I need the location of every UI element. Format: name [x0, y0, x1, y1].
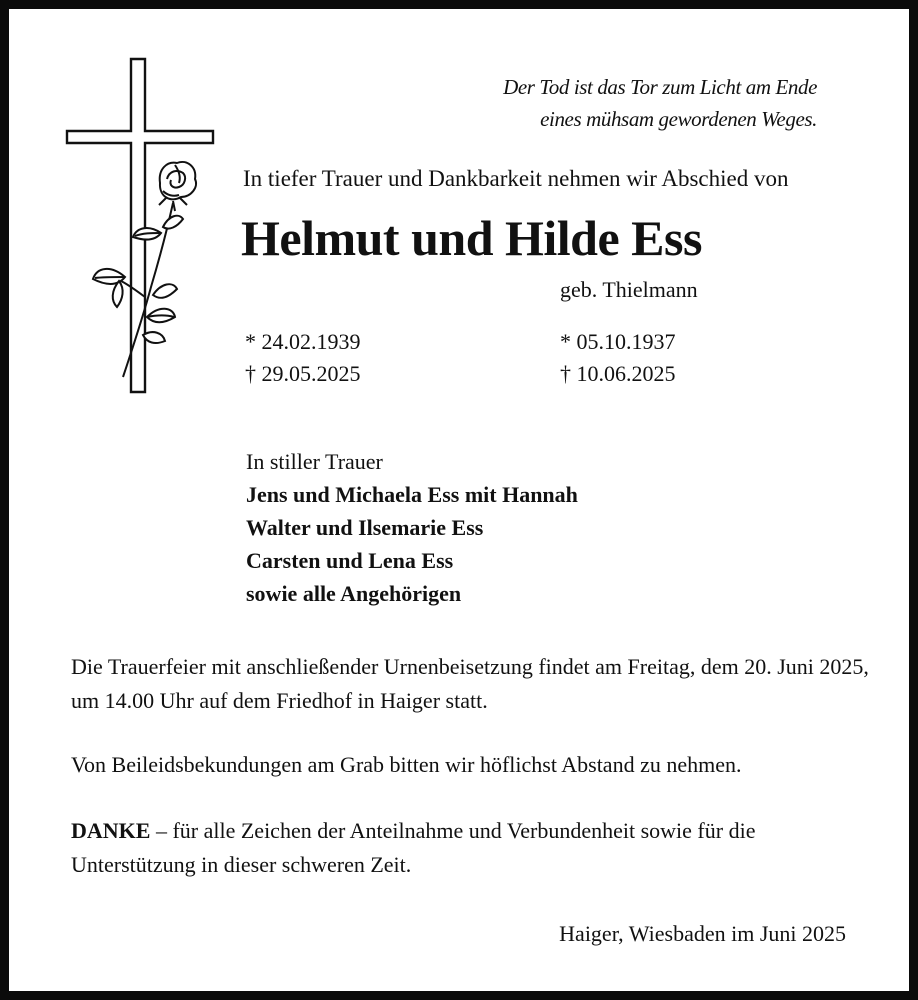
- thanks-note: [71, 814, 871, 882]
- maiden-name: geb. Thielmann: [560, 277, 698, 302]
- hilde-death-date: † 10.06.2025: [560, 361, 676, 386]
- mourners-block: [246, 445, 578, 610]
- intro-text: In tiefer Trauer und Dankbarkeit nehmen wir Abschied von: [243, 166, 789, 191]
- helmut-birth-date: * 24.02.1939: [245, 329, 361, 354]
- mourner-entry: Walter und Ilsemarie Ess: [246, 515, 484, 540]
- cross-with-rose-icon: [63, 55, 223, 400]
- thanks-rest: – für alle Zeichen der Anteilnahme und Verbundenheit sowie für die Unterstützung in dieser schweren Zeit.: [71, 818, 756, 877]
- helmut-death-date: † 29.05.2025: [245, 361, 361, 386]
- hilde-birth-date: * 05.10.1937: [560, 329, 676, 354]
- thanks-bold: DANKE: [71, 818, 151, 843]
- mourner-entry: Carsten und Lena Ess: [246, 548, 454, 573]
- deceased-names: Helmut und Hilde Ess: [241, 210, 702, 266]
- mourner-entry: sowie alle Angehörigen: [246, 581, 462, 606]
- funeral-info: Die Trauerfeier mit anschließender Urnenbeisetzung findet am Freitag, dem 20. Juni 2025, um 14.00 Uhr auf dem Friedhof in Haiger statt.: [71, 654, 869, 713]
- motto-line-2: eines mühsam gewordenen Weges.: [540, 107, 817, 131]
- motto-line-1: Der Tod ist das Tor zum Licht am Ende: [503, 75, 817, 99]
- place-and-date: Haiger, Wiesbaden im Juni 2025: [559, 921, 846, 946]
- mourner-entry: Jens und Michaela Ess mit Hannah: [246, 482, 578, 507]
- condolence-note: Von Beileidsbekundungen am Grab bitten wir höflichst Abstand zu nehmen.: [71, 752, 742, 777]
- motto-quote: [503, 71, 817, 135]
- mourners-heading: In stiller Trauer: [246, 449, 383, 474]
